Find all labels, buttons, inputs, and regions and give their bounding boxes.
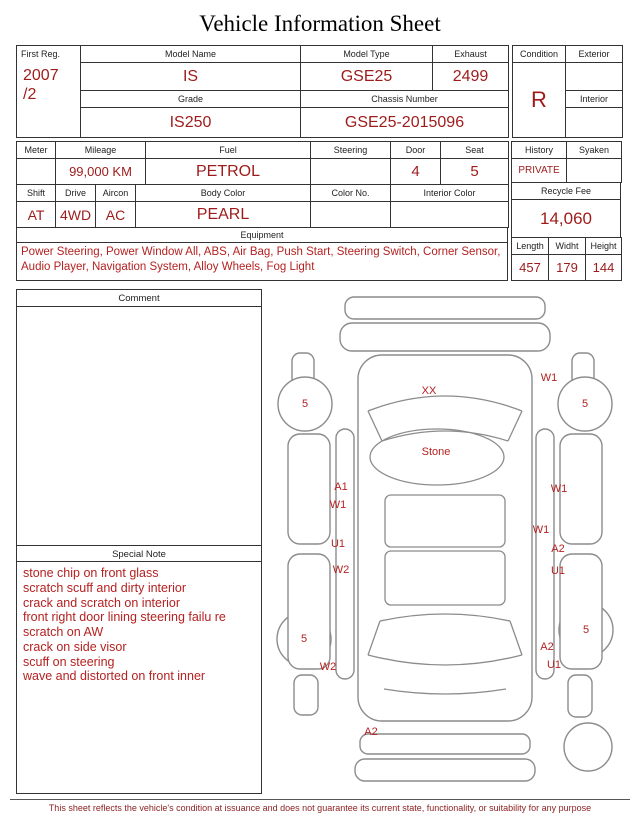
special-note-line: stone chip on front glass [23,566,159,580]
damage-marker: W2 [332,564,350,576]
interior-value [566,108,623,138]
syaken-value [567,159,622,183]
comment-body [17,307,261,545]
seat-label: Seat [441,142,509,159]
model-name-value: IS [81,63,301,91]
damage-marker: Stone [421,446,451,458]
model-name-label: Model Name [81,46,301,63]
specs-left [16,141,508,281]
special-note-line: scratch scuff and dirty interior [23,580,187,595]
rear-bumper-strip-1 [360,734,530,754]
grade-value: IS250 [81,108,301,138]
model-type-label: Model Type [301,46,433,63]
aircon-label: Aircon [96,185,136,202]
mileage-value: 99,000 KM [56,159,146,185]
meter-value [17,159,56,185]
dimensions-table [511,237,622,281]
door-value: 4 [391,159,441,185]
history-label: History [512,142,567,159]
front-bumper-strip-2 [340,323,550,351]
first-reg-label: First Reg. [21,49,61,59]
steering-label: Steering [311,142,391,159]
registration-table [16,45,509,138]
chassis-label: Chassis Number [301,91,509,108]
bottom-section [16,289,624,794]
registration-band [16,45,624,138]
special-note-line: wave and distorted on front inner [23,669,206,684]
left-rear-door-panel [288,554,330,669]
interior-color-value [391,202,509,228]
notes-box [16,289,262,794]
comment-header: Comment [17,290,261,307]
exhaust-label: Exhaust [433,46,509,63]
damage-marker: 5 [582,624,590,636]
disclaimer-text: This sheet reflects the vehicle's condition at issuance and does not guarantee its current state, functionality, or suitability for any purpose [10,799,630,813]
drive-label: Drive [56,185,96,202]
shift-table [16,184,509,228]
height-label: Height [586,238,622,255]
special-note-line: crack on side visor [23,639,127,654]
damage-marker: 5 [301,398,309,410]
left-front-door-panel [288,434,330,544]
first-reg-value [17,62,80,104]
damage-marker: U1 [330,538,346,550]
equipment-table [16,227,508,281]
body-color-label: Body Color [136,185,311,202]
interior-color-label: Interior Color [391,185,509,202]
damage-marker: W1 [329,499,347,511]
shift-value: AT [17,202,56,228]
drive-value: 4WD [56,202,96,228]
front-bumper-strip-1 [345,297,545,319]
shift-label: Shift [17,185,56,202]
condition-value: R [513,63,566,138]
color-no-value [311,202,391,228]
width-label: Widht [549,238,586,255]
damage-marker: 5 [300,633,308,645]
damage-marker: U1 [546,659,562,671]
exhaust-value: 2499 [433,63,509,91]
special-note-lines [17,562,261,793]
rear-left-fender [294,675,318,715]
body-color-value: PEARL [136,202,311,228]
right-rear-door-panel [560,554,602,669]
rear-right-fender [568,675,592,717]
rear-bumper-strip-2 [355,759,535,781]
model-type-value: GSE25 [301,63,433,91]
history-value: PRIVATE [512,159,567,183]
damage-marker: A2 [364,726,378,738]
door-label: Door [391,142,441,159]
damage-marker: A1 [334,481,348,493]
aircon-value: AC [96,202,136,228]
damage-marker: W1 [550,483,568,495]
recycle-fee-value: 14,060 [512,200,621,238]
exterior-value [566,63,623,91]
special-note-line: scuff on steering [23,654,115,669]
meter-label: Meter [17,142,56,159]
fuel-value: PETROL [146,159,311,185]
recycle-fee-label: Recycle Fee [512,183,621,200]
length-value: 457 [512,255,549,281]
special-note-line: front right door lining steering failu re [23,610,226,625]
damage-marker: U1 [550,565,566,577]
seat-value: 5 [441,159,509,185]
history-table [511,141,622,183]
mileage-label: Mileage [56,142,146,159]
equipment-label: Equipment [17,228,508,243]
grade-label: Grade [81,91,301,108]
spare-wheel [564,723,612,771]
syaken-label: Syaken [567,142,622,159]
exterior-label: Exterior [566,46,623,63]
special-note-line: crack and scratch on interior [23,595,181,610]
damage-marker: XX [421,385,437,397]
car-body [358,355,532,721]
fuel-label: Fuel [146,142,311,159]
interior-label: Interior [566,91,623,108]
first-reg-year: 2007 [23,67,59,84]
left-rocker-panel [336,429,354,679]
length-label: Length [512,238,549,255]
first-reg-month: /2 [23,86,37,104]
specs-right [511,141,621,281]
color-no-label: Color No. [311,185,391,202]
steering-value [311,159,391,185]
recycle-fee-table [511,182,621,238]
page-title: Vehicle Information Sheet [199,11,441,36]
car-outline-svg [264,289,624,794]
damage-marker: W2 [319,661,337,673]
condition-label: Condition [513,46,566,63]
special-note-line: scratch on AW [23,625,104,639]
damage-marker: W1 [540,372,558,384]
chassis-value: GSE25-2015096 [301,108,509,138]
damage-marker: W1 [532,524,550,536]
width-value: 179 [549,255,586,281]
special-note-header: Special Note [17,545,261,562]
condition-table [512,45,623,138]
car-damage-diagram [264,289,624,794]
damage-marker: A2 [540,641,554,653]
specs-band [16,141,624,281]
first-reg-cell [17,46,81,138]
damage-marker: A2 [551,543,565,555]
height-value: 144 [586,255,622,281]
meter-table [16,141,509,185]
damage-marker: 5 [581,398,589,410]
equipment-text: Power Steering, Power Window All, ABS, Air Bag, Push Start, Steering Switch, Corner Sensor, Audio Player, Navigation System, Alloy Wheels, Fog Light [17,243,508,281]
